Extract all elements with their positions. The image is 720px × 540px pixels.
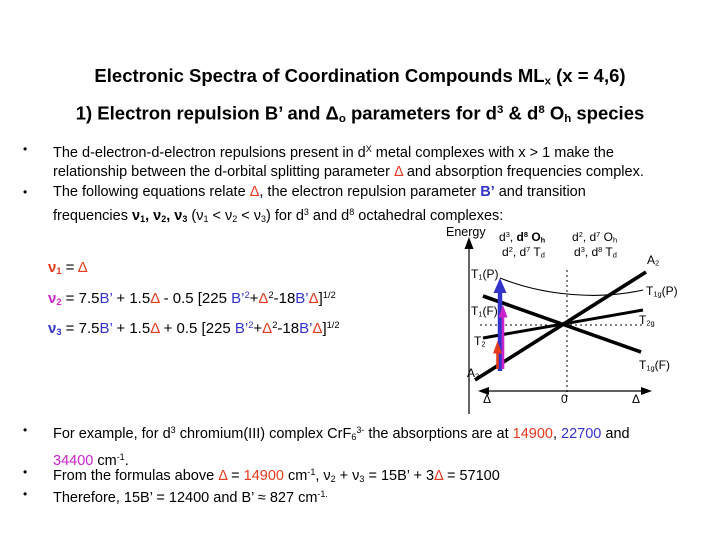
equation-nu3: $\nu_3 = 7.5B$’ + 1.5Δ + 0.5 [225 $B’^2+\Delta^2-18B’\Delta]^{1/2}$ (48, 320, 340, 338)
delta-right-label: Δ (632, 392, 641, 406)
slide-title-line-1: Electronic Spectra of Coordination Compounds $ML_x$ (x = 4,6) (94, 65, 626, 88)
equation-nu1: $\nu_1 = \Delta$ (48, 259, 88, 277)
state-label-t1gf: $T_{1g}(F)$ (639, 358, 670, 373)
header-left-line-1: $d^3$, $d^8$ $O_h$ (499, 230, 546, 245)
bullet-line: frequencies $\nu_1$, $\nu_2$, $\nu_3$ $(\nu_1 < \nu_2 < \nu_3)$ for $d^3$ and $d^8$ octahedral complexes: (53, 206, 504, 224)
bullet-line: From the formulas above Δ = 14900 $cm^{-1}$, $\nu_2 + \nu_3 = 15B$’ + 3Δ = 57100 (53, 467, 500, 484)
equation-nu2: $\nu_2 = 7.5B$’ + 1.5Δ - 0.5 [225 $B’^2+\Delta^2-18B’\Delta]^{1/2}$ (48, 289, 336, 307)
bullet-marker: • (23, 142, 28, 156)
state-label-a2-right: $A_2$ (647, 253, 660, 268)
bullet-marker: • (23, 465, 28, 479)
delta-left-label: Δ (483, 392, 492, 406)
delta-axis-right-arrowhead-icon (641, 387, 652, 395)
bullet-line: 34400 $cm^{-1}$. (53, 451, 129, 469)
slide-title (0, 62, 720, 132)
header-right-line-1: $d^2$, $d^7$ $O_h$ (572, 230, 618, 245)
bullet-marker: • (23, 185, 28, 199)
t2-state-line (483, 310, 643, 338)
state-label-t1f: $T_1(F)$ (471, 304, 498, 319)
bullet-line: For example, for $d^3$ chromium(III) complex CrF$_6^{3-}$ the absorptions are at 14900, 22700 and (53, 425, 630, 442)
header-left-line-2: $d^2$, $d^7$ $T_d$ (502, 245, 545, 260)
zero-label: 0 (561, 392, 568, 406)
bullet-repulsions (18, 140, 712, 183)
bullet-line: The d-electron-d-electron repulsions present in $d^X$ metal complexes with x > 1 make the (53, 144, 614, 161)
bullet-line: Therefore, 15B’ = 12400 and B’ ≈ 827 $cm^{-1.}$ (53, 489, 328, 506)
bullet-line: relationship between the d-orbital splitting parameter Δ and absorption frequencies complex. (53, 164, 644, 181)
bullet-therefore (18, 484, 712, 508)
state-label-a2-left: $A_2$ (467, 366, 480, 381)
state-label-t1gp: $T_{1g}(P)$ (646, 284, 678, 299)
state-label-t2: $T_2$ (474, 334, 486, 349)
bullet-line: The following equations relate Δ, the electron repulsion parameter B’ and transition (53, 184, 586, 200)
equation-block (48, 256, 340, 345)
header-right-line-2: $d^3$, $d^8$ $T_d$ (574, 245, 617, 260)
bullet-marker: • (23, 487, 28, 501)
state-label-t2g: $T_{2g}$ (639, 313, 655, 328)
energy-axis-label: Energy (446, 225, 486, 239)
slide-title-line-2: 1) Electron repulsion B’ and $\Delta_o$ parameters for $d^3$ & $d^8$ $O_h$ species (75, 101, 645, 125)
state-label-t1p: $T_1(P)$ (471, 267, 499, 282)
orgel-diagram (445, 222, 717, 419)
bullet-marker: • (23, 423, 28, 437)
